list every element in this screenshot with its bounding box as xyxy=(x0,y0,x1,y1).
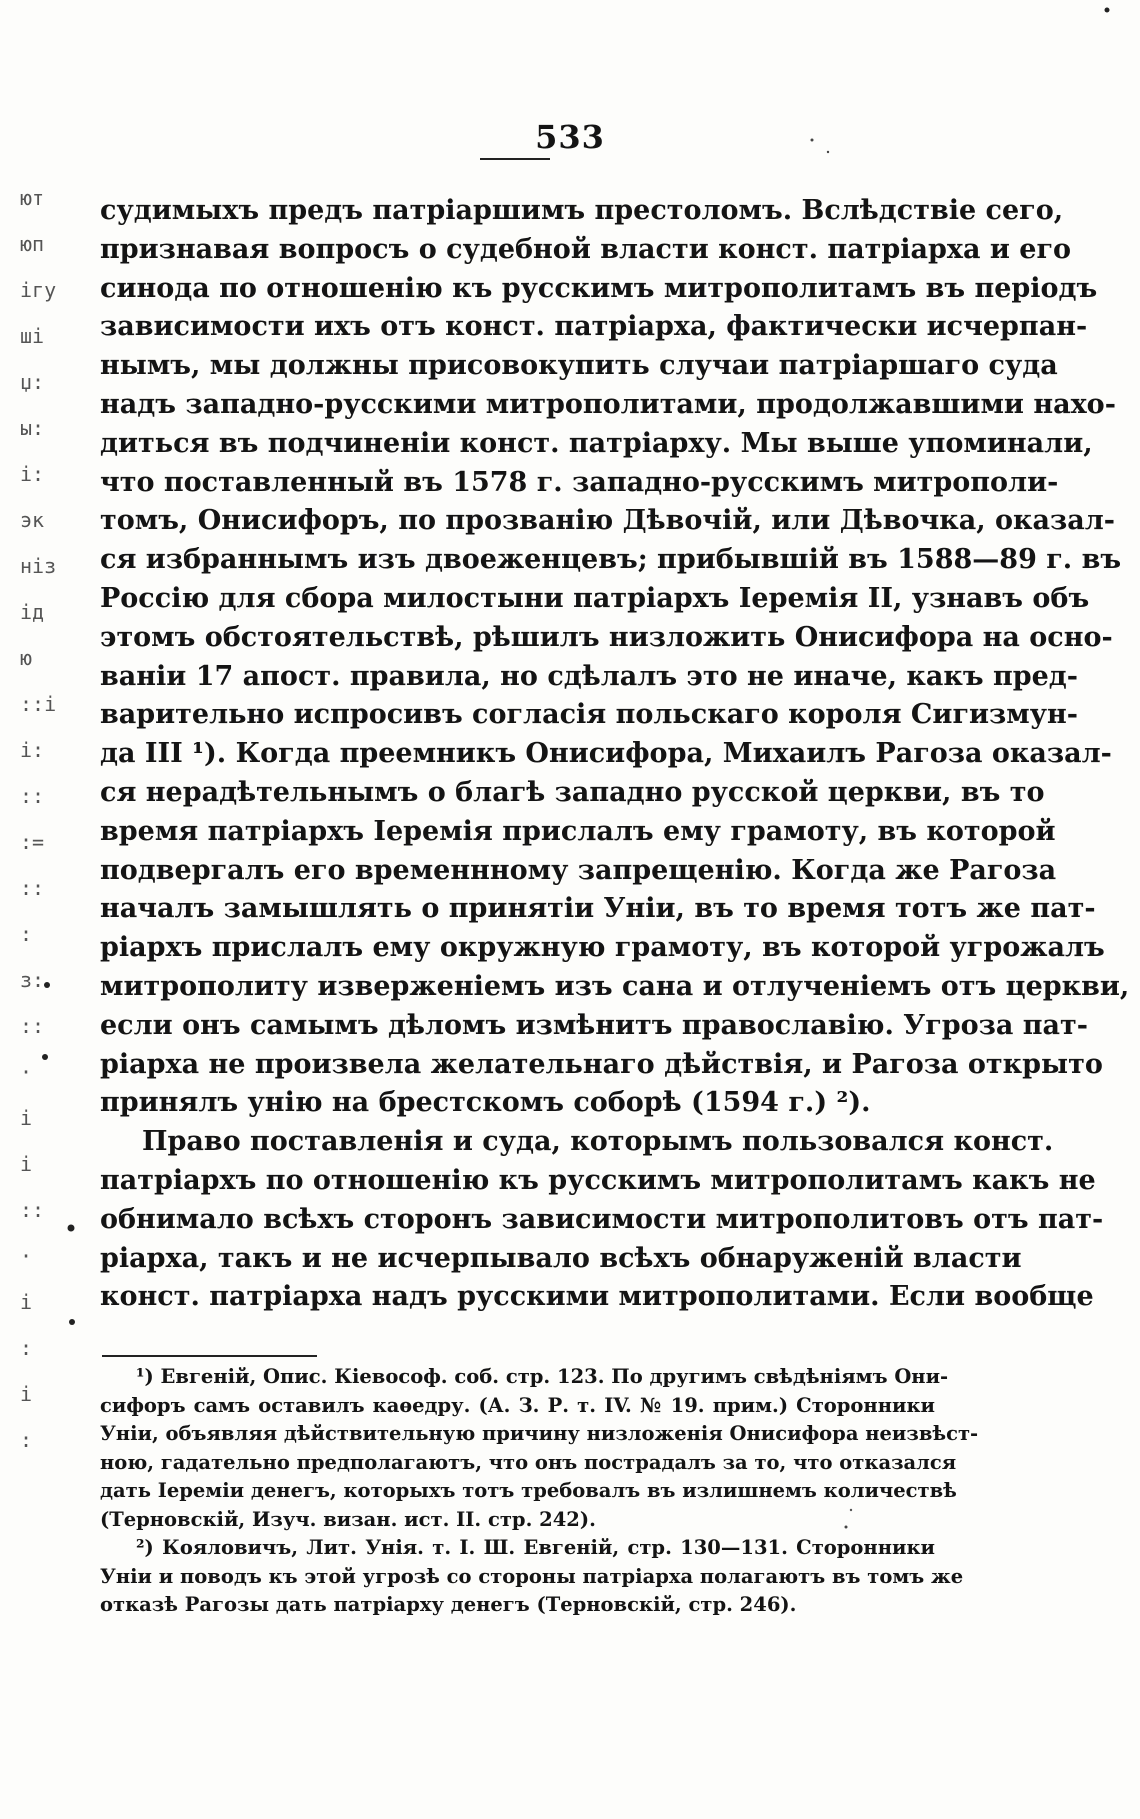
text-line: патріархъ по отношенію къ русскимъ митрополитамъ какъ не xyxy=(100,1164,1096,1196)
footnote-line: ¹) Евгеній, Опис. Кіевософ. соб. стр. 123. По другимъ свѣдѣніямъ Они- xyxy=(136,1365,949,1388)
text-line: ріархъ прислалъ ему окружную грамоту, въ которой угрожалъ xyxy=(100,932,1105,964)
text-line: Право поставленія и суда, которымъ пользовался конст. xyxy=(142,1126,1054,1158)
text-line: что поставленный въ 1578 г. западно-русскимъ митрополи- xyxy=(100,466,1059,498)
text-line: нымъ, мы должны присовокупить случаи патріаршаго суда xyxy=(100,350,1058,382)
margin-fragment: ы: xyxy=(20,416,45,440)
text-line: диться въ подчиненіи конст. патріарху. Мы выше упоминали, xyxy=(100,427,1093,459)
text-line: принялъ унію на брестскомъ соборѣ (1594 г.) ²). xyxy=(100,1087,871,1119)
text-line: да III ¹). Когда преемникъ Онисифора, Михаилъ Рагоза оказал- xyxy=(100,738,1112,770)
margin-fragment: ід xyxy=(20,600,45,624)
margin-fragment: і xyxy=(20,1290,33,1314)
text-line: митрополиту изверженіемъ изъ сана и отлученіемъ отъ церкви, xyxy=(100,970,1130,1002)
footnote-line: ²) Кояловичъ, Лит. Унія. т. I. Ш. Евгеній, стр. 130—131. Сторонники xyxy=(136,1536,935,1559)
text-line: конст. патріарха надъ русскими митрополитами. Если вообще xyxy=(100,1281,1094,1313)
footnote-line: отказѣ Рагозы дать патріарху денегъ (Терновскій, стр. 246). xyxy=(100,1593,797,1616)
margin-fragment: з: xyxy=(20,968,45,992)
margin-fragment: і: xyxy=(20,738,45,762)
text-line: ся нерадѣтельнымъ о благѣ западно русской церкви, въ то xyxy=(100,776,1045,808)
margin-fragment: : xyxy=(20,1336,33,1360)
page-number: 533 xyxy=(535,118,605,156)
text-line: ся избраннымъ изъ двоеженцевъ; прибывшій въ 1588—89 г. въ xyxy=(100,544,1122,576)
margin-fragment: :: xyxy=(20,1014,45,1038)
text-line: варительно испросивъ согласія польскаго короля Сигизмун- xyxy=(100,699,1078,731)
margin-fragment: юп xyxy=(20,232,45,256)
text-line: ріарха не произвела желательнаго дѣйствія, и Рагоза открыто xyxy=(100,1048,1103,1080)
margin-fragment: эк xyxy=(20,508,45,532)
margin-fragment: :: xyxy=(20,876,45,900)
text-line: началъ замышлять о принятіи Уніи, въ то время тотъ же пат- xyxy=(100,893,1096,925)
margin-fragment: · xyxy=(20,1244,33,1268)
margin-fragment: і xyxy=(20,1382,33,1406)
footnote-line: сифоръ самъ оставилъ каѳедру. (А. З. Р. т. IV. № 19. прим.) Сторонники xyxy=(100,1393,935,1417)
text-line: надъ западно-русскими митрополитами, продолжавшими нахо- xyxy=(100,388,1116,420)
margin-fragment: і: xyxy=(20,462,45,486)
page-number-underline xyxy=(480,158,550,160)
margin-fragment: џ: xyxy=(20,370,45,394)
margin-fragment: ю xyxy=(20,646,33,670)
body-text xyxy=(100,192,1130,1317)
footnote-line: дать Іереміи денегъ, которыхъ тотъ требовалъ въ излишнемъ количествѣ xyxy=(100,1479,957,1502)
footnotes xyxy=(100,1363,979,1620)
text-line: судимыхъ предъ патріаршимъ престоломъ. Вслѣдствіе сего, xyxy=(100,195,1064,226)
ink-speck xyxy=(1105,8,1110,13)
text-line: Россію для сбора милостыни патріархъ Іеремія II, узнавъ объ xyxy=(100,582,1090,614)
text-line: если онъ самымъ дѣломъ измѣнитъ православію. Угроза пат- xyxy=(100,1009,1088,1041)
margin-fragment: і xyxy=(20,1152,33,1176)
text-line: этомъ обстоятельствѣ, рѣшилъ низложить Онисифора на осно- xyxy=(100,621,1113,653)
margin-fragment: : xyxy=(20,922,33,946)
text-line: томъ, Онисифоръ, по прозванію Дѣвочій, или Дѣвочка, оказал- xyxy=(100,505,1116,537)
footnote-line: Уніи и поводъ къ этой угрозѣ со стороны патріарха полагаютъ въ томъ же xyxy=(100,1564,964,1588)
text-line: подвергалъ его временнному запрещенію. Когда же Рагоза xyxy=(100,854,1057,886)
margin-fragment: := xyxy=(20,830,45,854)
margin-fragment: · xyxy=(20,1060,33,1084)
text-line: ваніи 17 апост. правила, но сдѣлалъ это не иначе, какъ пред- xyxy=(100,660,1078,692)
margin-fragment: : xyxy=(20,1428,33,1452)
text-line: ріарха, такъ и не исчерпывало всѣхъ обнаруженій власти xyxy=(100,1242,1022,1274)
margin-bleed-through xyxy=(20,175,75,1463)
footnote-line: (Терновскій, Изуч. визан. ист. II. стр. 242). xyxy=(100,1507,596,1531)
footnote-line: ною, гадательно предполагаютъ, что онъ пострадалъ за то, что отказался xyxy=(100,1450,957,1474)
margin-fragment: ніз xyxy=(20,554,57,578)
text-line: зависимости ихъ отъ конст. патріарха, фактически исчерпан- xyxy=(100,311,1088,343)
margin-fragment: :: xyxy=(20,784,45,808)
margin-fragment: ют xyxy=(20,186,45,210)
text-line: обнимало всѣхъ сторонъ зависимости митрополитовъ отъ пат- xyxy=(100,1203,1104,1235)
margin-fragment: ші xyxy=(20,324,45,348)
text-line: время патріархъ Іеремія прислалъ ему грамоту, въ которой xyxy=(100,815,1056,847)
margin-fragment: і xyxy=(20,1106,33,1130)
text-line: признавая вопросъ о судебной власти конст. патріарха и его xyxy=(100,233,1072,265)
footnote-separator xyxy=(102,1355,317,1357)
margin-fragment: ігу xyxy=(20,278,57,302)
text-line: синода по отношенію къ русскимъ митрополитамъ въ періодъ xyxy=(100,272,1098,304)
footnote-line: Уніи, объявляя дѣйствительную причину низложенія Онисифора неизвѣст- xyxy=(100,1422,979,1445)
margin-fragment: :: xyxy=(20,1198,45,1222)
margin-fragment: ::і xyxy=(20,692,57,716)
